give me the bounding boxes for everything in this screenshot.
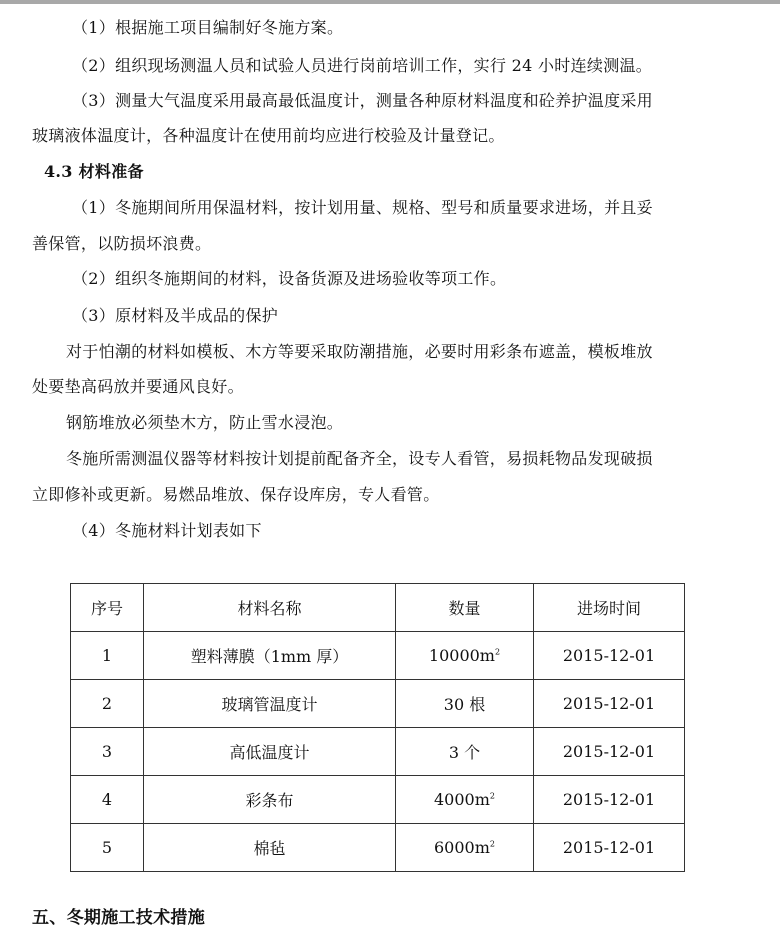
paragraph-line: （3）测量大气温度采用最高最低温度计，测量各种原材料温度和砼养护温度采用 (72, 91, 653, 110)
header-date: 进场时间 (534, 584, 685, 632)
cell-date: 2015-12-01 (534, 632, 685, 680)
cell-qty (396, 632, 534, 680)
cell-no: 3 (71, 728, 144, 776)
cell-no: 2 (71, 680, 144, 728)
paragraph-line: 对于怕潮的材料如模板、木方等要采取防潮措施，必要时用彩条布遮盖，模板堆放 (66, 342, 653, 361)
qty-value: 3 个 (448, 743, 481, 762)
qty-value: 30 根 (443, 695, 486, 714)
table-row (71, 680, 685, 728)
cell-qty (396, 776, 534, 824)
paragraph-line: （2）组织冬施期间的材料，设备货源及进场验收等项工作。 (72, 269, 507, 288)
cell-qty (396, 680, 534, 728)
cell-no: 4 (71, 776, 144, 824)
cell-date: 2015-12-01 (534, 824, 685, 872)
cell-date: 2015-12-01 (534, 776, 685, 824)
cell-name: 塑料薄膜（1mm 厚） (144, 632, 396, 680)
paragraph-line: 立即修补或更新。易燃品堆放、保存设库房，专人看管。 (32, 485, 440, 504)
cell-name: 棉毡 (144, 824, 396, 872)
header-qty: 数量 (396, 584, 534, 632)
qty-value: 6000m (434, 838, 490, 857)
qty-value: 10000m (428, 646, 495, 665)
paragraph-line: （2）组织现场测温人员和试验人员进行岗前培训工作，实行 24 小时连续测温。 (72, 56, 653, 75)
paragraph-line: 冬施所需测温仪器等材料按计划提前配备齐全，设专人看管，易损耗物品发现破损 (66, 449, 653, 468)
cell-name: 高低温度计 (144, 728, 396, 776)
qty-unit-sup: 2 (489, 839, 495, 849)
cell-date: 2015-12-01 (534, 728, 685, 776)
table-row (71, 728, 685, 776)
cell-name: 彩条布 (144, 776, 396, 824)
qty-unit-sup: 2 (489, 791, 495, 801)
cell-no: 5 (71, 824, 144, 872)
section-heading: 4.3 材料准备 (44, 162, 144, 181)
cell-name: 玻璃管温度计 (144, 680, 396, 728)
table-row (71, 776, 685, 824)
material-plan-table (70, 583, 685, 872)
qty-value: 4000m (434, 790, 490, 809)
cell-qty (396, 728, 534, 776)
paragraph-line: （3）原材料及半成品的保护 (72, 306, 279, 325)
header-name: 材料名称 (144, 584, 396, 632)
paragraph-line: 处要垫高码放并要通风良好。 (32, 377, 244, 396)
paragraph-line: 善保管，以防损坏浪费。 (32, 234, 212, 253)
table-row (71, 824, 685, 872)
table-row (71, 632, 685, 680)
paragraph-line: 玻璃液体温度计，各种温度计在使用前均应进行校验及计量登记。 (32, 126, 505, 145)
header-no: 序号 (71, 584, 144, 632)
paragraph-line: （1）根据施工项目编制好冬施方案。 (72, 18, 344, 37)
cell-qty (396, 824, 534, 872)
chapter-heading: 五、冬期施工技术措施 (32, 908, 205, 928)
page-top-border (0, 0, 780, 4)
qty-unit-sup: 2 (494, 647, 501, 657)
paragraph-line: （1）冬施期间所用保温材料，按计划用量、规格、型号和质量要求进场，并且妥 (72, 198, 653, 217)
paragraph-line: 钢筋堆放必须垫木方，防止雪水浸泡。 (66, 413, 344, 432)
table-header-row (71, 584, 685, 632)
cell-date: 2015-12-01 (534, 680, 685, 728)
paragraph-line: （4）冬施材料计划表如下 (72, 521, 262, 540)
cell-no: 1 (71, 632, 144, 680)
